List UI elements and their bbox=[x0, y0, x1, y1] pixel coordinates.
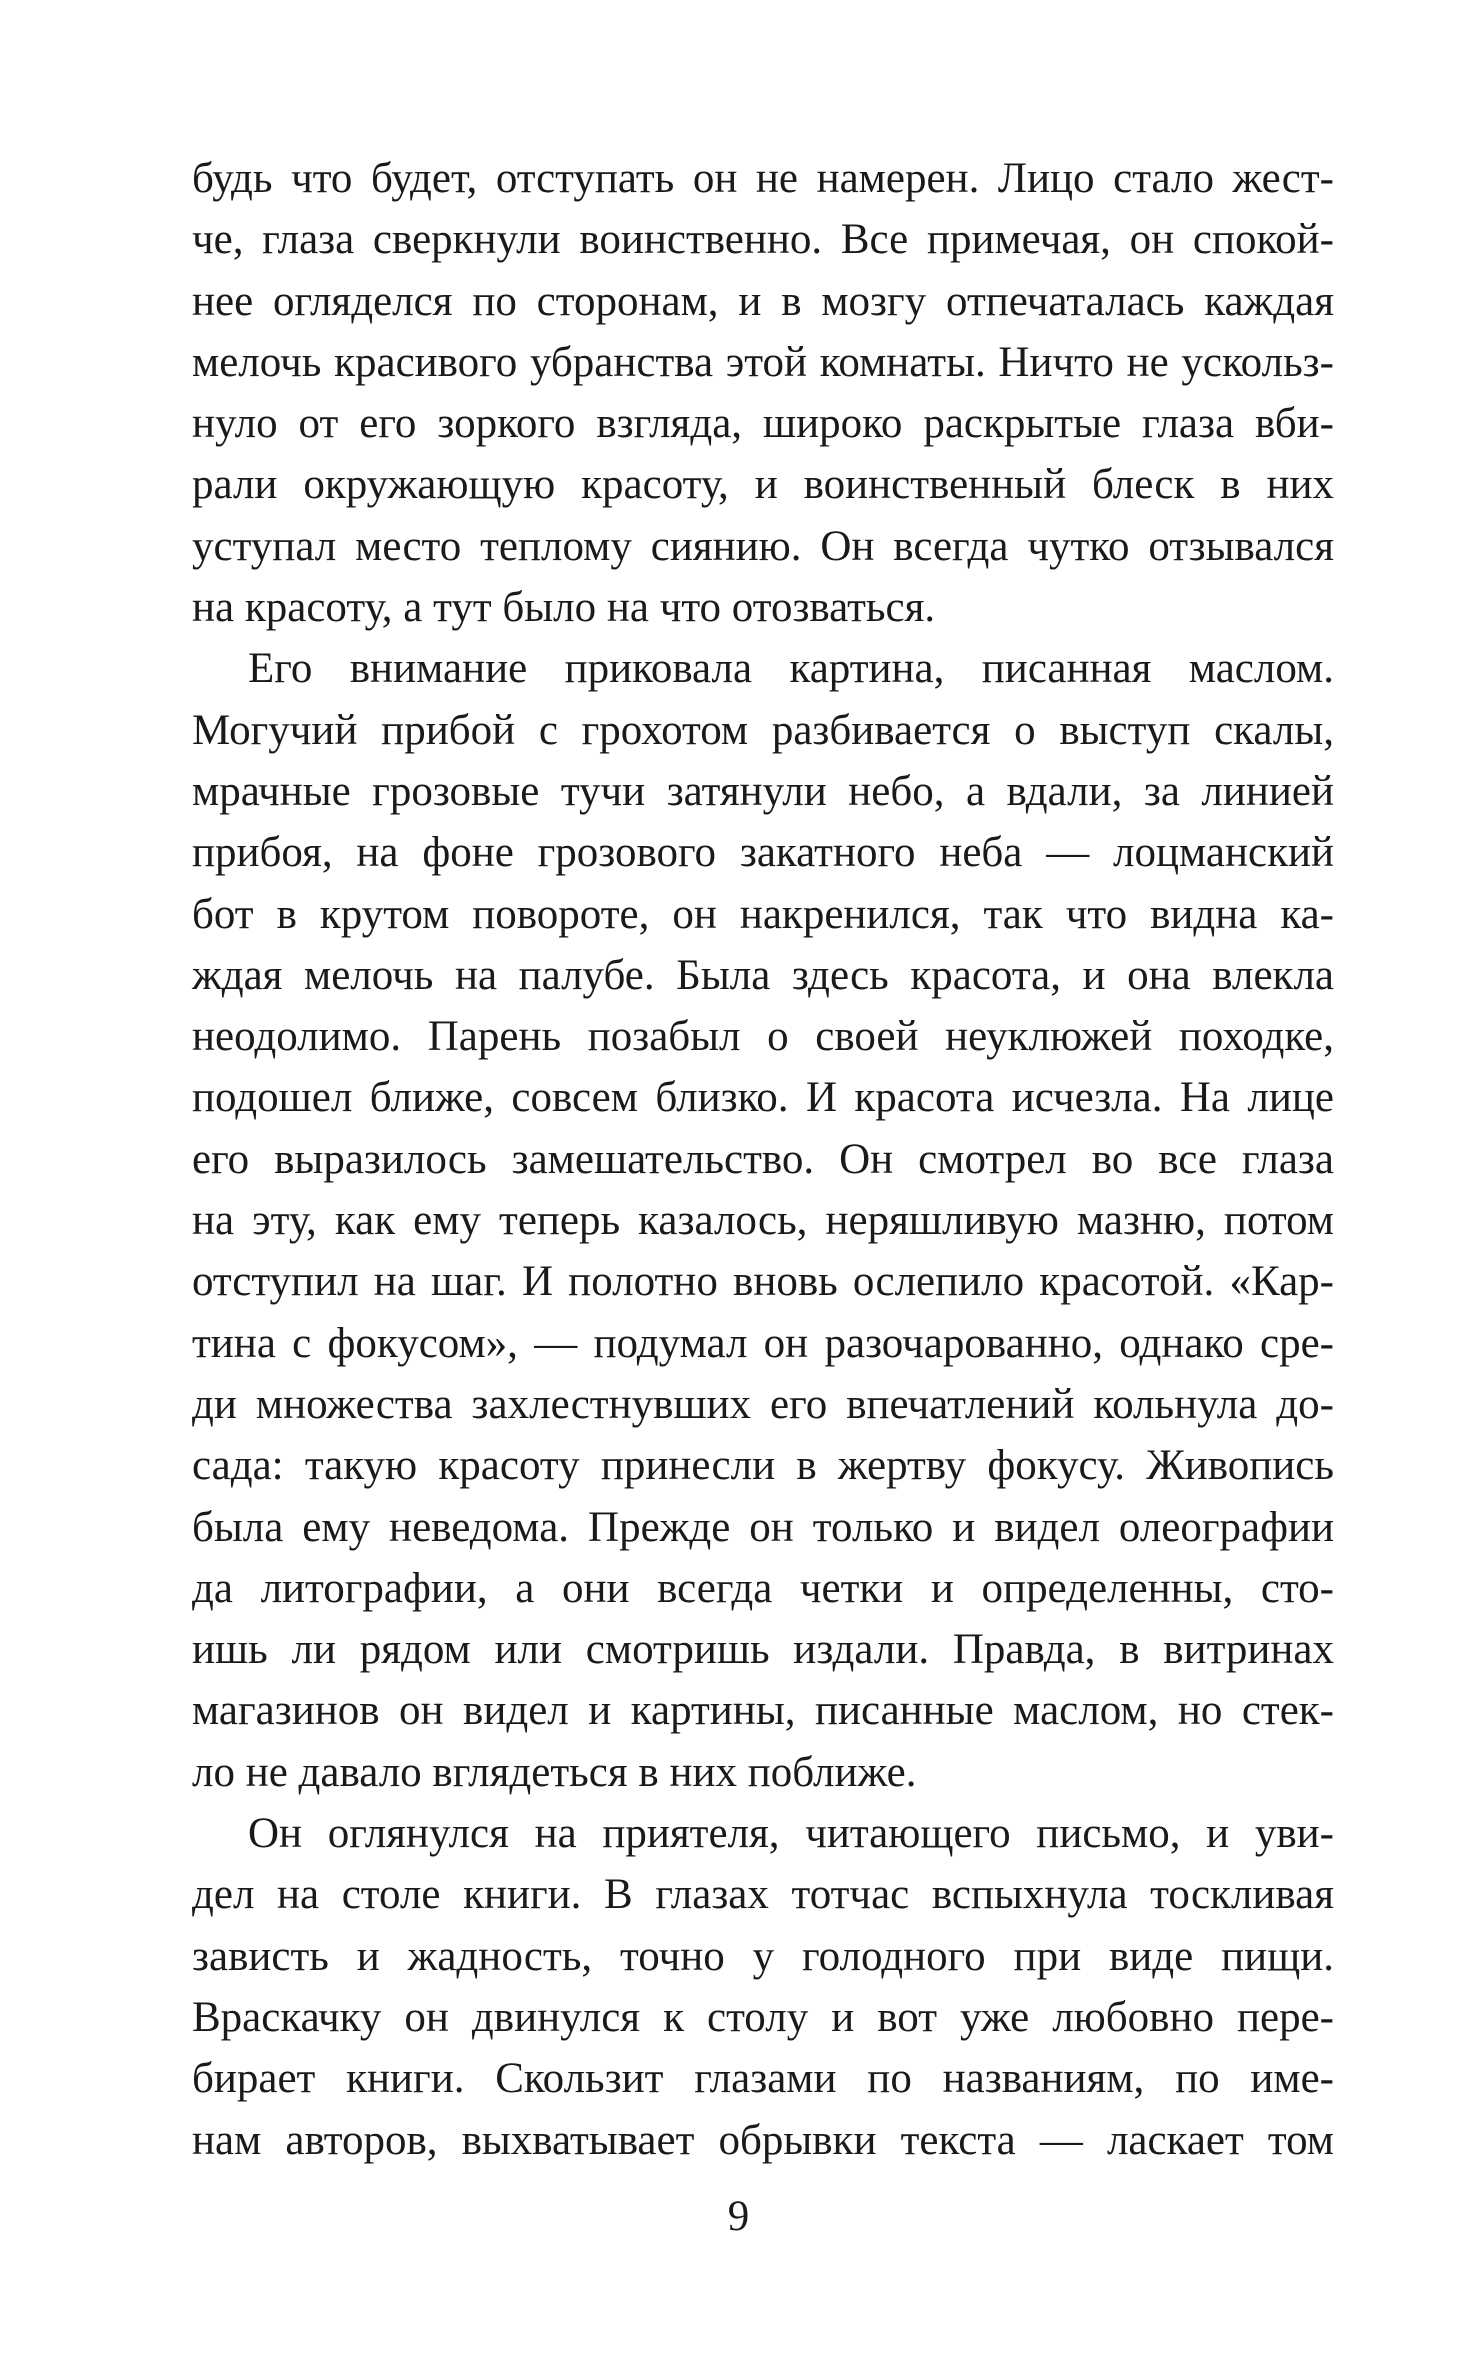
text-line: Он оглянулся на приятеля, читающего письмо, и уви- bbox=[248, 1810, 1334, 1858]
text-line: Его внимание приковала картина, писанная маслом. bbox=[248, 645, 1334, 693]
text-line: на эту, как ему теперь казалось, неряшливую мазню, потом bbox=[192, 1197, 1334, 1245]
text-line: бот в крутом повороте, он накренился, так что видна ка- bbox=[192, 890, 1334, 938]
text-line: ждая мелочь на палубе. Была здесь красота, и она влекла bbox=[192, 951, 1334, 999]
text-line: прибоя, на фоне грозового закатного неба — лоцманский bbox=[192, 829, 1334, 877]
text-line: дел на столе книги. В глазах тотчас вспыхнула тоскливая bbox=[192, 1871, 1334, 1919]
text-line: его выразилось замешательство. Он смотрел во все глаза bbox=[192, 1135, 1334, 1183]
text-line: неодолимо. Парень позабыл о своей неуклюжей походке, bbox=[192, 1013, 1334, 1061]
text-line: ишь ли рядом или смотришь издали. Правда, в витринах bbox=[192, 1626, 1334, 1674]
body-text bbox=[192, 148, 1334, 2171]
text-line: сада: такую красоту принесли в жертву фокусу. Живопись bbox=[192, 1442, 1334, 1490]
text-line: ди множества захлестнувших его впечатлений кольнула до- bbox=[192, 1380, 1334, 1428]
text-line: Враскачку он двинулся к столу и вот уже любовно пере- bbox=[192, 1993, 1334, 2041]
text-line: нуло от его зоркого взгляда, широко раскрытые глаза вби- bbox=[192, 400, 1334, 448]
text-line: Могучий прибой с грохотом разбивается о выступ скалы, bbox=[192, 706, 1334, 754]
text-line: магазинов он видел и картины, писанные маслом, но стек- bbox=[192, 1687, 1334, 1735]
text-line: бирает книги. Скользит глазами по названиям, по име- bbox=[192, 2055, 1334, 2103]
text-line: была ему неведома. Прежде он только и видел олеографии bbox=[192, 1503, 1334, 1551]
text-line: мелочь красивого убранства этой комнаты. Ничто не ускольз- bbox=[192, 338, 1334, 386]
text-line: тина с фокусом», — подумал он разочарованно, однако сре- bbox=[192, 1319, 1334, 1367]
text-line: нее огляделся по сторонам, и в мозгу отпечаталась каждая bbox=[192, 277, 1334, 325]
text-line: мрачные грозовые тучи затянули небо, а вдали, за линией bbox=[192, 767, 1334, 815]
text-line: че, глаза сверкнули воинственно. Все примечая, он спокой- bbox=[192, 216, 1334, 264]
text-line: ло не давало вглядеться в них поближе. bbox=[192, 1748, 917, 1796]
text-line: уступал место теплому сиянию. Он всегда чутко отзывался bbox=[192, 522, 1334, 570]
text-line: на красоту, а тут было на что отозваться. bbox=[192, 584, 936, 632]
text-line: рали окружающую красоту, и воинственный блеск в них bbox=[192, 461, 1334, 509]
text-line: да литографии, а они всегда четки и определенны, сто- bbox=[192, 1564, 1334, 1612]
text-line: будь что будет, отступать он не намерен. Лицо стало жест- bbox=[192, 155, 1334, 202]
text-line: нам авторов, выхватывает обрывки текста — ласкает том bbox=[192, 2116, 1334, 2164]
text-line: зависть и жадность, точно у голодного при виде пищи. bbox=[192, 1932, 1334, 1980]
page-number: 9 bbox=[727, 2193, 750, 2240]
text-line: подошел ближе, совсем близко. И красота исчезла. На лице bbox=[192, 1074, 1334, 1122]
text-line: отступил на шаг. И полотно вновь ослепило красотой. «Кар- bbox=[192, 1258, 1334, 1306]
